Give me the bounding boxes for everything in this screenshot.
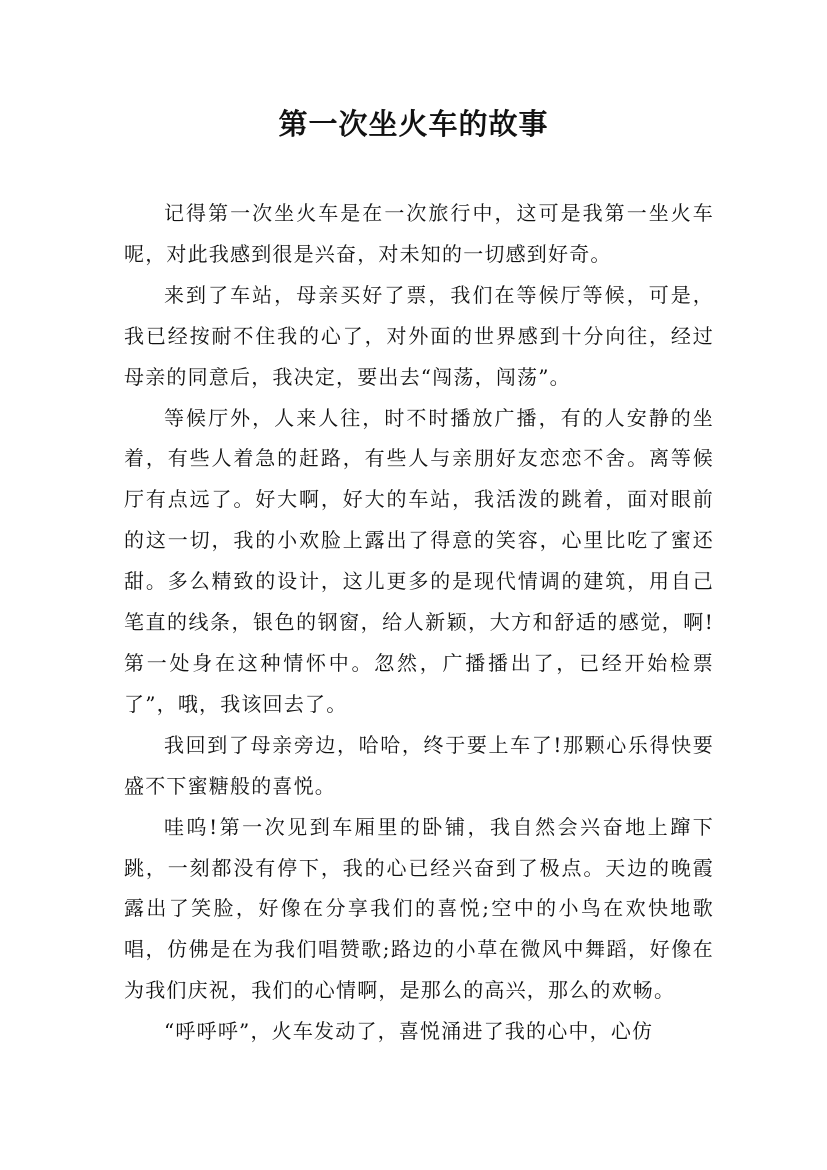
document-title: 第一次坐火车的故事 — [278, 107, 549, 141]
paragraph: 哇呜!第一次见到车厢里的卧铺，我自然会兴奋地上蹿下跳，一刻都没有停下，我的心已经兴奋到了极点。天边的晚霞露出了笑脸，好像在分享我们的喜悦;空中的小鸟在欢快地歌唱，仿佛是在为我们唱赞歌;路边的小草在微风中舞蹈，好像在为我们庆祝，我们的心情啊，是那么的高兴，那么的欢畅。 — [124, 814, 714, 1003]
paragraph: 我回到了母亲旁边，哈哈，终于要上车了!那颗心乐得快要盛不下蜜糖般的喜悦。 — [124, 732, 714, 798]
paragraph: “呼呼呼”，火车发动了，喜悦涌进了我的心中，心仿 — [164, 1019, 654, 1044]
document-body — [124, 193, 714, 1052]
paragraph: 记得第一次坐火车是在一次旅行中，这可是我第一坐火车呢，对此我感到很是兴奋，对未知的一切感到好奇。 — [124, 201, 714, 266]
paragraph: 来到了车站，母亲买好了票，我们在等候厅等候，可是，我已经按耐不住我的心了，对外面的世界感到十分向往，经过母亲的同意后，我决定，要出去“闯荡，闯荡”。 — [124, 282, 714, 389]
paragraph: 等候厅外，人来人往，时不时播放广播，有的人安静的坐着，有些人着急的赶路，有些人与亲朋好友恋恋不舍。离等候厅有点远了。好大啊，好大的车站，我活泼的跳着，面对眼前的这一切，我的小欢脸上露出了得意的笑容，心里比吃了蜜还甜。多么精致的设计，这儿更多的是现代情调的建筑，用自己笔直的线条，银色的钢窗，给人新颖，大方和舒适的感觉，啊!第一处身在这种情怀中。忽然，广播播出了，已经开始检票了”，哦，我该回去了。 — [124, 405, 714, 716]
